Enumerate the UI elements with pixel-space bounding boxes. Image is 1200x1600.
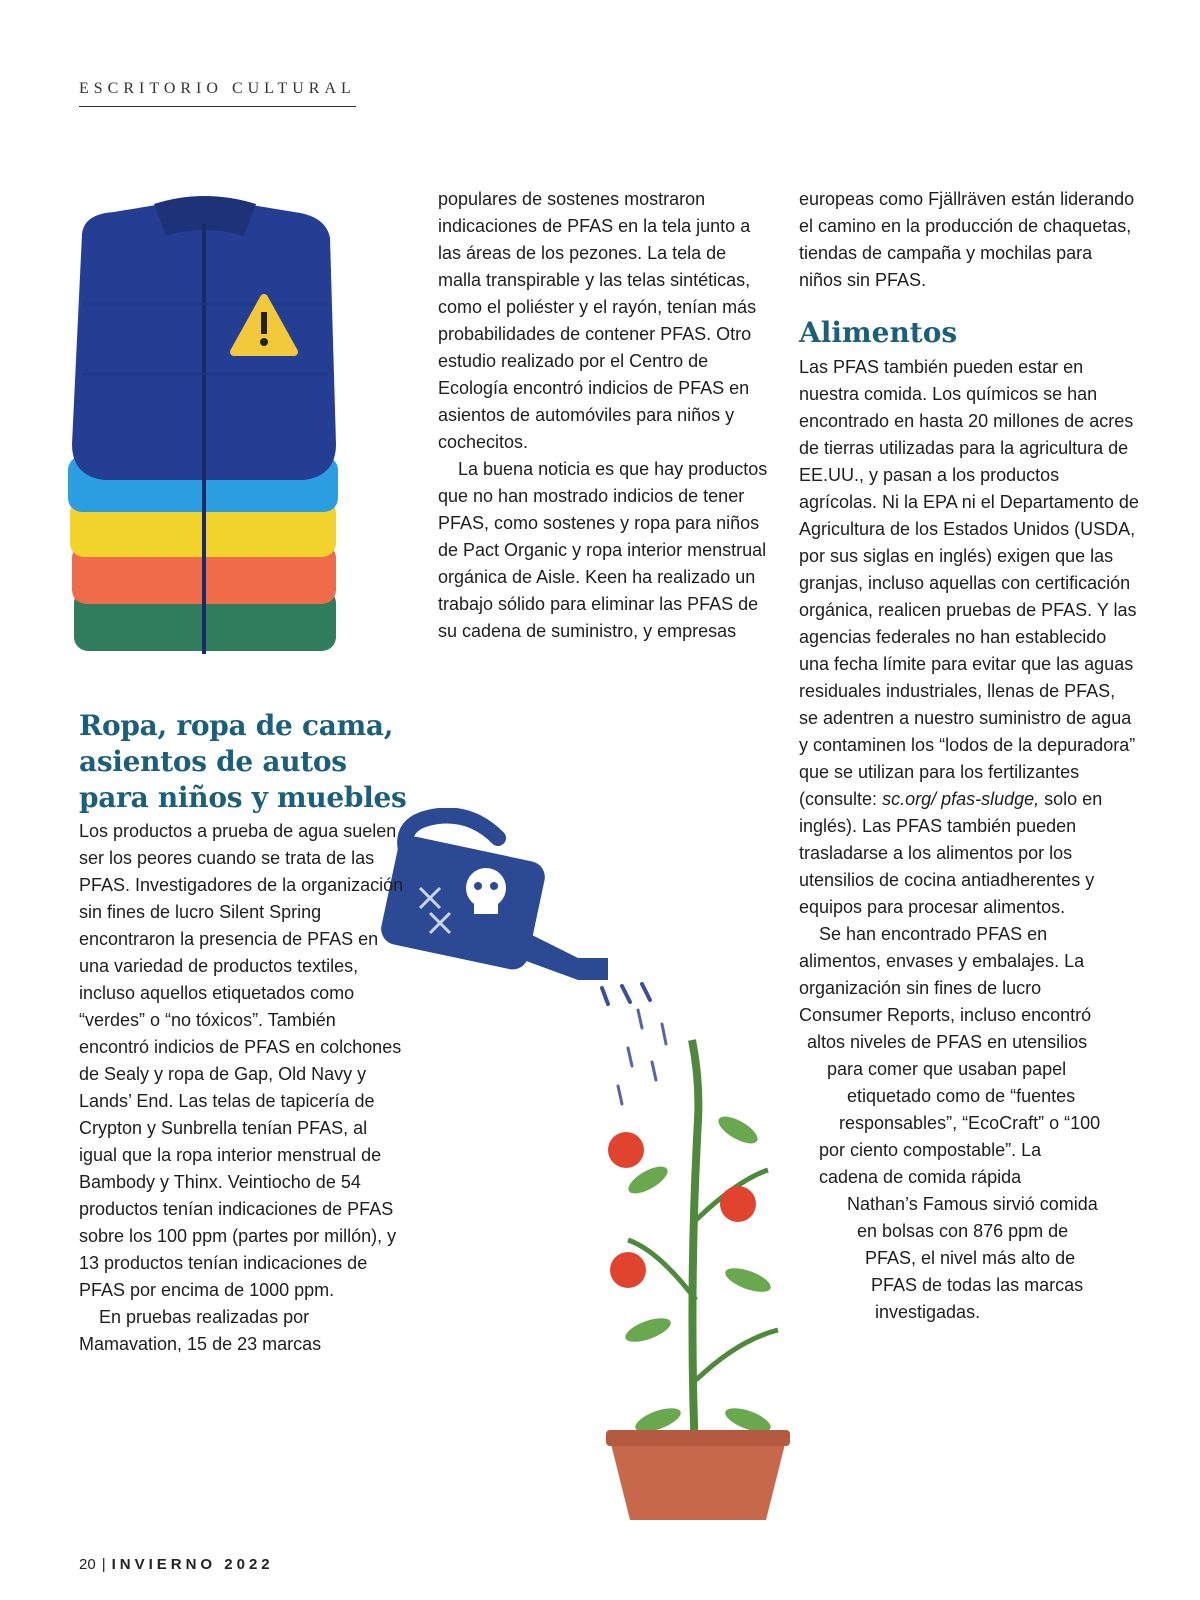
text-line: Consumer Reports, incluso encontró — [799, 1005, 1092, 1025]
text-line: investigadas. — [875, 1302, 981, 1322]
tomato-1 — [608, 1132, 644, 1168]
section-kicker: ESCRITORIO CULTURAL — [79, 80, 356, 107]
text-line: etiquetado como de “fuentes — [847, 1086, 1076, 1106]
tomato-2 — [720, 1186, 756, 1222]
page-number: 20 — [79, 1556, 96, 1573]
stacked-jackets-illustration — [64, 194, 350, 674]
can-spout — [518, 928, 608, 980]
text-line: Se han encontrado PFAS en — [819, 924, 1048, 944]
text-line: en bolsas con 876 ppm de — [857, 1221, 1069, 1241]
text-line: por ciento compostable”. La — [819, 1140, 1042, 1160]
plant-stem — [692, 1040, 698, 1480]
text-line: cadena de comida rápida — [819, 1167, 1022, 1187]
paragraph: populares de sostenes mostraron indicaciones de PFAS en la tela junto a las áreas de los pezones. La tela de malla transpirable y las telas sintéticas, como el poliéster y el rayón, tenían más probabilidades de contener PFAS. Otro estudio realizado por el Centro de Ecología encontró indicios de PFAS en asientos de automóviles para niños y cochecitos. — [438, 189, 757, 452]
text-line: para comer que usaban papel — [827, 1059, 1067, 1079]
watering-can-illustration — [378, 808, 678, 1008]
paragraph: La buena noticia es que hay productos que no han mostrado indicios de tener PFAS, como sostenes y ropa para niños de Pact Organic y ropa interior menstrual orgánica de Aisle. Keen ha realizado un trabajo sólido para eliminar las PFAS de su cadena de suministro, y empresas — [438, 459, 768, 641]
link-reference[interactable]: sc.org/ pfas-sludge, — [882, 789, 1040, 809]
article-column-2 — [438, 186, 768, 645]
paragraph-text: Las PFAS también pueden estar en nuestra comida. Los químicos se han encontrado en hasta 20 millones de acres de tierras utilizadas para la agricultura de EE.UU., y pasan a los productos agrícolas. Ni la EPA ni el Departamento de Agricultura de los Estados Unidos (USDA, por sus siglas en inglés) exigen que las granjas, incluso aquellas con certificación orgánica, realicen pruebas de PFAS. Y las agencias federales no han establecido una fecha límite para evitar que las aguas residuales industriales, llenas de PFAS, se adentren a nuestro suministro de agua y contaminen los “lodos de la depuradora” que se utilizan para los fertilizantes (consulte: — [799, 357, 1139, 809]
paragraph-text: solo en inglés). Las PFAS también pueden trasladarse a los alimentos por los utensilios de cocina antiadherentes y equipos para procesar alimentos. — [799, 789, 1103, 917]
text-line: alimentos, envases y embalajes. La — [799, 951, 1085, 971]
paragraph — [799, 354, 1139, 921]
text-line: PFAS, el nivel más alto de — [865, 1248, 1076, 1268]
text-line: organización sin fines de lucro — [799, 978, 1042, 998]
paragraph: Los productos a prueba de agua suelen ser los peores cuando se trata de las PFAS. Investigadores de la organización sin fines de lucro Silent Spring encontraron la presencia de PFAS en una variedad de productos textiles, incluso aquellos etiquetados como “verdes” o “no tóxicos”. También encontró indicios de PFAS en colchones de Sealy y ropa de Gap, Old Navy y Lands’ End. Las telas de tapicería de Crypton y Sunbrella tenían PFAS, al igual que la ropa interior menstrual de Bambody y Thinx. Veintiocho de 54 productos tenían indicaciones de PFAS sobre los 100 ppm (partes por millón), y 13 productos tenían indicaciones de PFAS por encima de 1000 ppm. — [79, 821, 404, 1300]
text-line: responsables”, “EcoCraft” o “100 — [839, 1113, 1101, 1133]
paragraph: En pruebas realizadas por Mamavation, 15 de 23 marcas — [79, 1307, 322, 1354]
section-heading-clothing: Ropa, ropa de cama, asientos de autos para niños y muebles — [79, 709, 407, 814]
tomato-plant-illustration — [588, 1000, 808, 1520]
issue-label: INVIERNO 2022 — [111, 1556, 274, 1573]
text-line: PFAS de todas las marcas — [871, 1275, 1084, 1295]
paragraph: europeas como Fjällräven están liderando el camino en la producción de chaquetas, tiendas de campaña y mochilas para niños sin PFAS. — [799, 189, 1135, 290]
article-column-1 — [79, 708, 409, 1358]
page-footer — [79, 1556, 274, 1573]
article-column-3 — [799, 186, 1139, 1326]
skull-icon — [466, 868, 506, 908]
text-line: altos niveles de PFAS en utensilios — [807, 1032, 1088, 1052]
text-line: Nathan’s Famous sirvió comida — [847, 1194, 1098, 1214]
tomato-3 — [610, 1252, 646, 1288]
paragraph-wrapped — [799, 921, 1139, 1326]
section-heading-food: Alimentos — [799, 316, 958, 349]
footer-separator: | — [101, 1556, 106, 1573]
plant-pot — [610, 1440, 786, 1520]
